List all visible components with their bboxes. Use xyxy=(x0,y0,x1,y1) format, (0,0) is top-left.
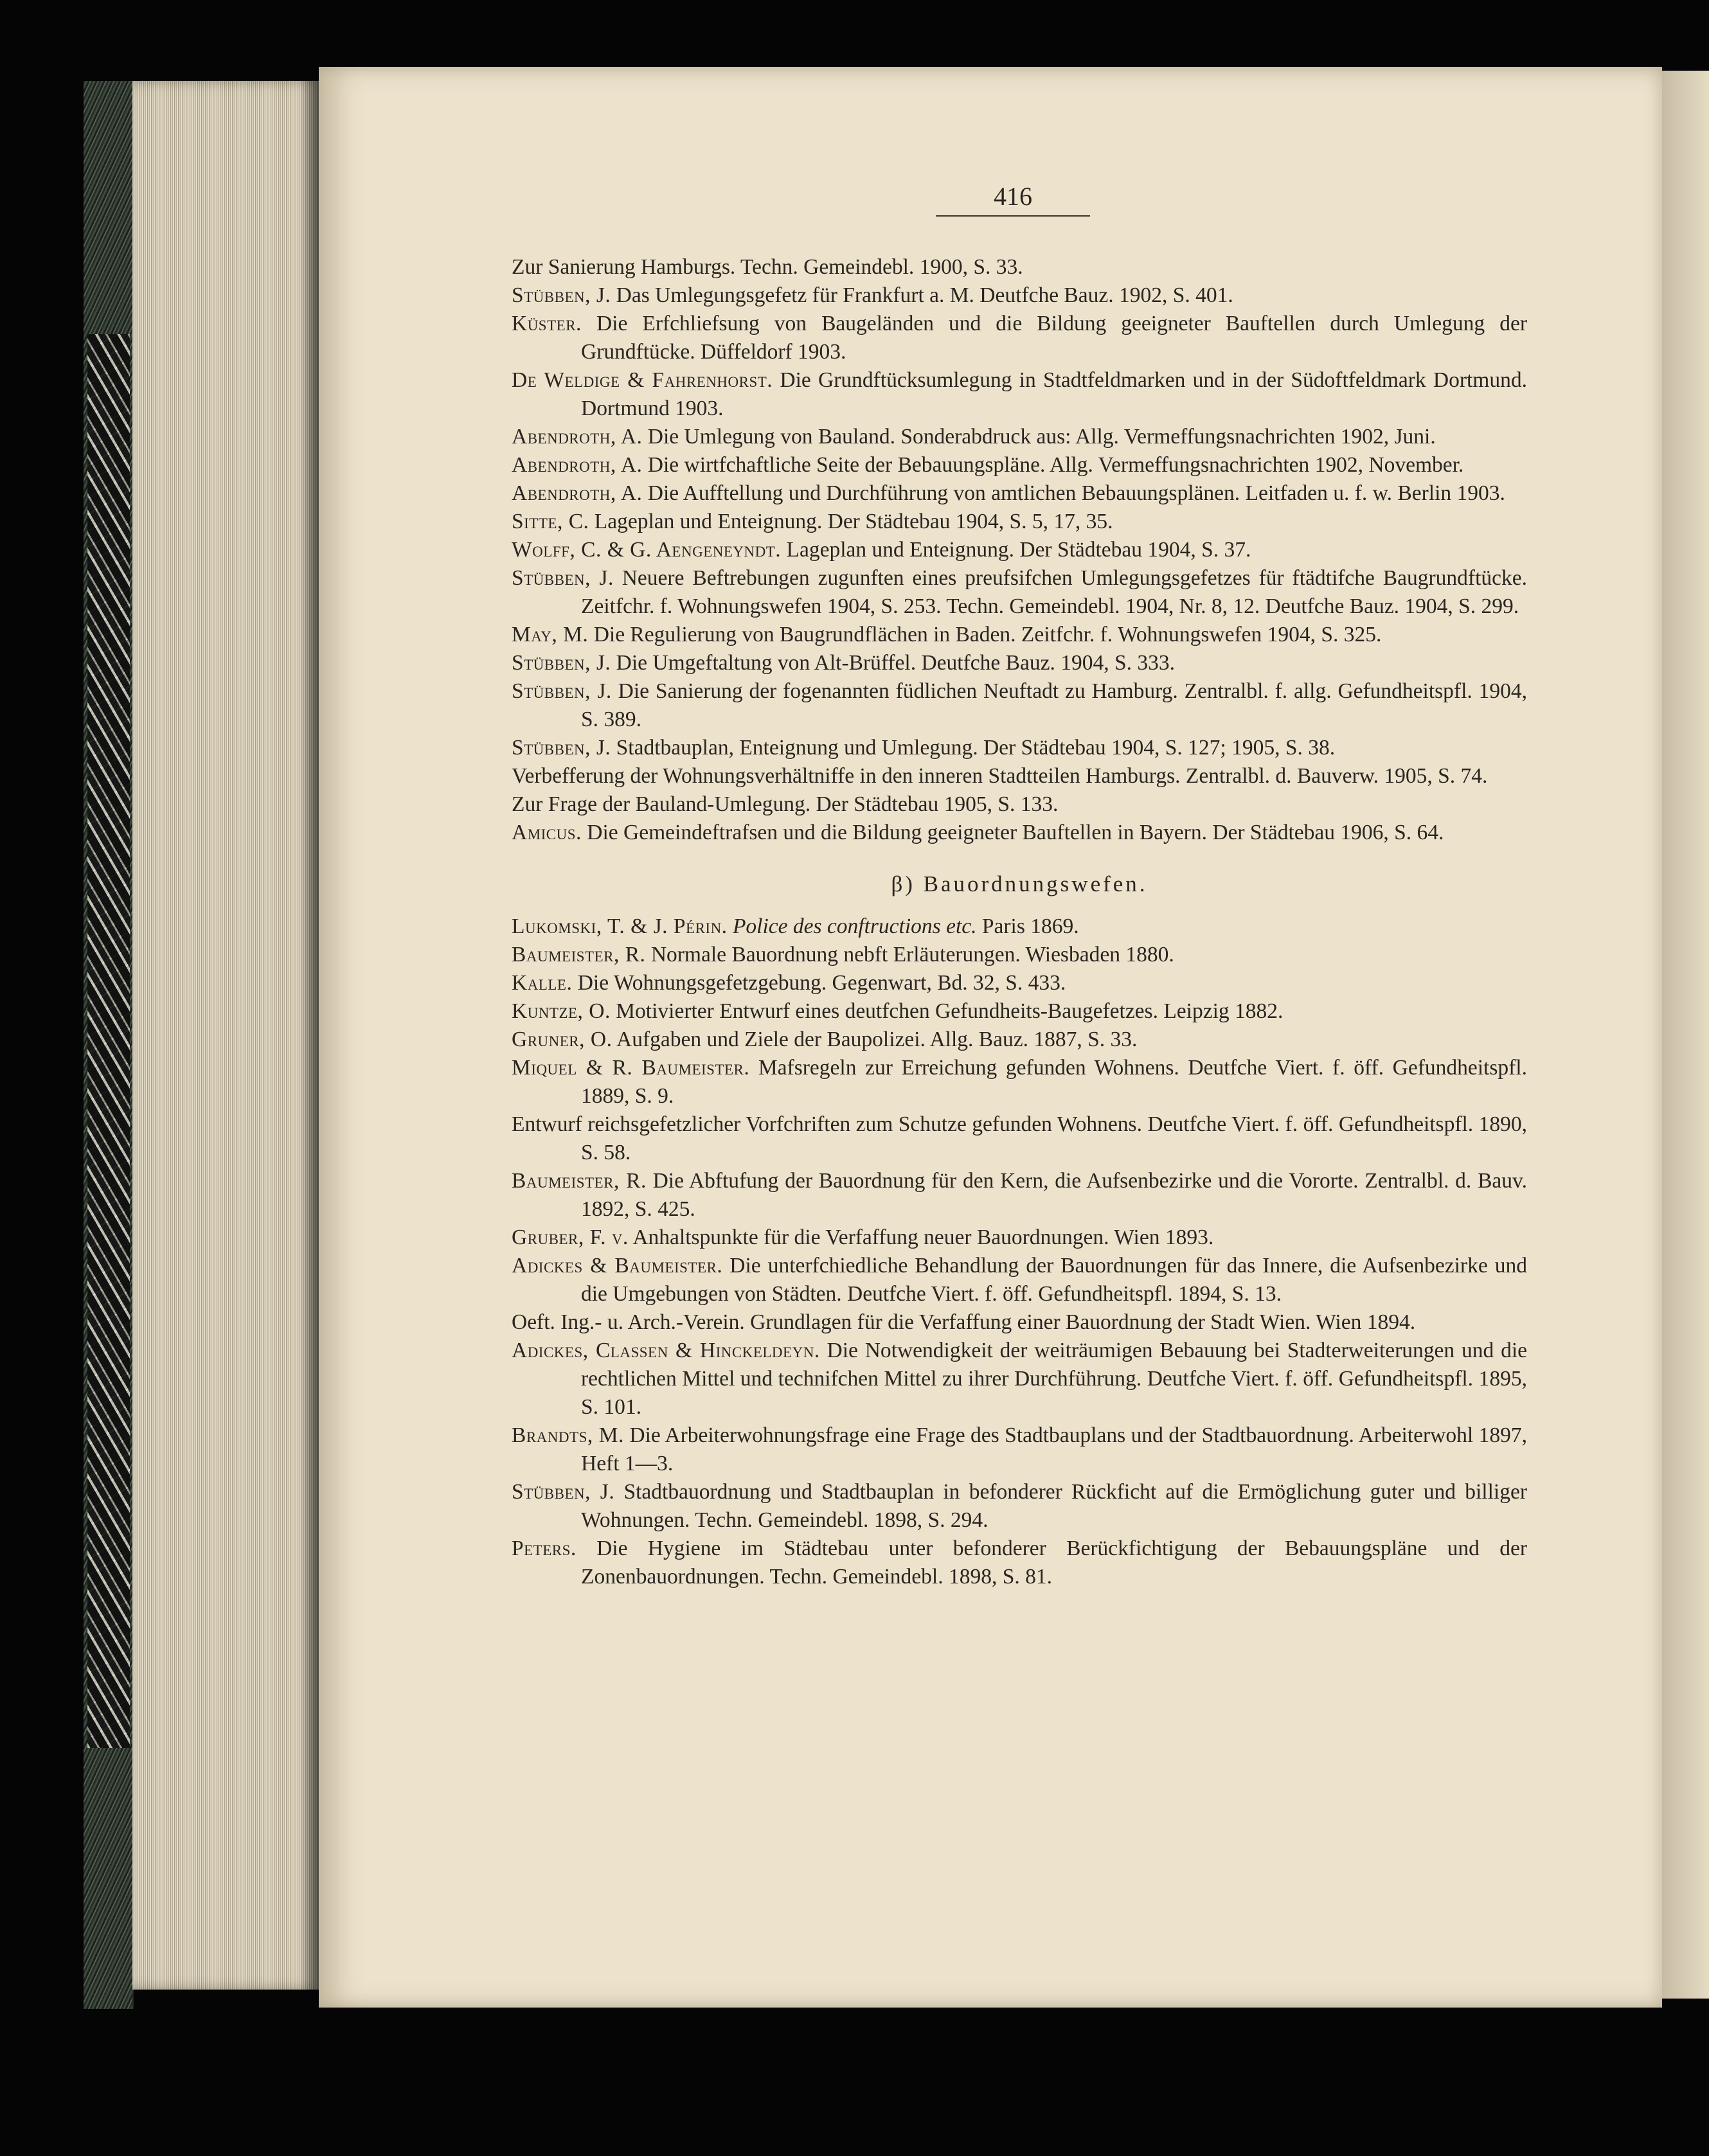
entry-text: Anhaltspunkte für die Verfaffung neuer Bauordnungen. Wien 1893. xyxy=(628,1225,1214,1249)
bibliography-entry xyxy=(512,1110,1527,1167)
bibliography-section-b xyxy=(512,913,1527,1591)
bibliography-entry xyxy=(512,1478,1527,1535)
entry-text-after: Paris 1869. xyxy=(976,914,1079,938)
page-block-edges xyxy=(132,81,319,1990)
bibliography xyxy=(512,253,1527,1591)
entry-text: Die Umlegung von Bauland. Sonderabdruck aus: Allg. Vermeffungsnachrichten 1902, Juni. xyxy=(642,425,1436,449)
entry-author: Abendroth, A. xyxy=(512,425,643,449)
bibliography-entry xyxy=(512,1026,1527,1054)
bibliography-entry xyxy=(512,941,1527,969)
entry-author: Baumeister, R. xyxy=(512,943,646,967)
entry-text: Normale Bauordnung nebft Erläuterungen. Wiesbaden 1880. xyxy=(645,943,1174,967)
page-number: 416 xyxy=(936,181,1090,217)
bibliography-entry xyxy=(512,819,1527,847)
bibliography-entry xyxy=(512,621,1527,649)
entry-author: Adickes, Classen & Hinckeldeyn. xyxy=(512,1339,820,1362)
entry-text: Motivierter Entwurf eines deutfchen Gefundheits-Baugefetzes. Leipzig 1882. xyxy=(610,999,1284,1023)
entry-author: Miquel & R. Baumeister. xyxy=(512,1056,750,1080)
bibliography-entry xyxy=(512,310,1527,366)
bibliography-entry xyxy=(512,913,1527,941)
entry-author: Abendroth, A. xyxy=(512,481,643,505)
entry-author: Lukomski, T. & J. Périn. xyxy=(512,914,728,938)
entry-author: Brandts, M. xyxy=(512,1423,624,1447)
entry-text: Die Aufftellung und Durchführung von amtlichen Bebauungsplänen. Leitfaden u. f. w. Berlin 1903. xyxy=(642,481,1505,505)
entry-author: Kalle. xyxy=(512,971,573,995)
marbled-cover-edge xyxy=(87,334,130,1748)
entry-author: Adickes & Baumeister. xyxy=(512,1254,723,1278)
entry-text: Mafsregeln zur Erreichung gefunden Wohnens. Deutfche Viert. f. öff. Gefundheitspfl. 1889, S. 9. xyxy=(581,1056,1527,1108)
entry-text: Oeft. Ing.- u. Arch.-Verein. Grundlagen für die Verfaffung einer Bauordnung der Stadt Wien. Wien 1894. xyxy=(512,1310,1416,1334)
entry-text: Die Sanierung der fogenannten füdlichen Neuftadt zu Hamburg. Zentralbl. f. allg. Gefundheitspfl. 1904, S. 389. xyxy=(581,679,1527,731)
entry-text: Die Notwendigkeit der weiträumigen Bebauung bei Stadterweiterungen und die rechtlichen Mittel und technifchen Mittel zu ihrer Durchführung. Deutfche Viert. f. öff. Gefundheitspfl. 1895, S. 101. xyxy=(581,1339,1528,1419)
entry-text: Lageplan und Enteignung. Der Städtebau 1904, S. 37. xyxy=(781,538,1251,562)
entry-author: Stübben, J. xyxy=(512,736,611,760)
bibliography-entry xyxy=(512,1167,1527,1224)
entry-author: Sitte, C. xyxy=(512,510,589,533)
entry-text: Die Gemeindeftrafsen und die Bildung geeigneter Bauftellen in Bayern. Der Städtebau 1906, S. 64. xyxy=(581,821,1444,844)
entry-text: Die Abftufung der Bauordnung für den Kern, die Aufsenbezirke und die Vororte. Zentralbl. d. Bauv. 1892, S. 425. xyxy=(581,1169,1527,1221)
entry-text: Stadtbauplan, Enteignung und Umlegung. Der Städtebau 1904, S. 127; 1905, S. 38. xyxy=(611,736,1336,760)
bibliography-entry xyxy=(512,1535,1527,1591)
bibliography-entry xyxy=(512,366,1527,423)
bibliography-entry xyxy=(512,969,1527,997)
bibliography-section-a xyxy=(512,253,1527,847)
entry-text: Verbefferung der Wohnungsverhältniffe in den inneren Stadtteilen Hamburgs. Zentralbl. d. Bauverw. 1905, S. 74. xyxy=(512,764,1488,788)
entry-text: Zur Frage der Bauland-Umlegung. Der Städtebau 1905, S. 133. xyxy=(512,792,1059,816)
entry-text: Neuere Beftrebungen zugunften eines preufsifchen Umlegungsgefetzes für ftädtifche Baugrundftücke. Zeitfchr. f. Wohnungswefen 1904, S. 253. Techn. Gemeindebl. 1904, Nr. 8, 12. Deutfche Bauz. 1904, S. 299. xyxy=(581,566,1527,618)
entry-title-italic: Police des conftructions etc. xyxy=(732,914,977,938)
bibliography-entry xyxy=(512,1054,1527,1110)
entry-author: Stübben, J. xyxy=(512,283,611,307)
bibliography-entry xyxy=(512,479,1527,508)
bibliography-entry xyxy=(512,1337,1527,1421)
entry-text: Die Umgeftaltung von Alt-Brüffel. Deutfche Bauz. 1904, S. 333. xyxy=(611,651,1175,675)
entry-author: Abendroth, A. xyxy=(512,453,643,477)
entry-author: Wolff, C. & G. Aengeneyndt. xyxy=(512,538,782,562)
entry-author: Baumeister, R. xyxy=(512,1169,647,1193)
entry-author: Stübben, J. xyxy=(512,679,612,703)
entry-text: Die Grundftücksumlegung in Stadtfeldmarken und in der Südoftfeldmark Dortmund. Dortmund 1903. xyxy=(581,368,1527,420)
entry-author: Kuntze, O. xyxy=(512,999,611,1023)
bibliography-entry xyxy=(512,677,1527,734)
entry-text: Aufgaben und Ziele der Baupolizei. Allg. Bauz. 1887, S. 33. xyxy=(612,1028,1138,1051)
bibliography-entry xyxy=(512,734,1527,762)
entry-text: Die Erfchliefsung von Baugeländen und die Bildung geeigneter Bauftellen durch Umlegung der Grundftücke. Düffeldorf 1903. xyxy=(581,312,1527,364)
bibliography-entry xyxy=(512,536,1527,564)
facing-page-edge xyxy=(1662,71,1709,1999)
bibliography-entry xyxy=(512,564,1527,621)
bibliography-entry xyxy=(512,451,1527,479)
section-heading: β) Bauordnungswefen. xyxy=(891,871,1148,896)
entry-author: Küster. xyxy=(512,312,582,335)
bibliography-entry xyxy=(512,997,1527,1026)
bibliography-entry xyxy=(512,253,1527,281)
bibliography-entry xyxy=(512,1224,1527,1252)
entry-author: Peters. xyxy=(512,1537,577,1560)
entry-text xyxy=(728,914,733,938)
entry-author: De Weldige & Fahrenhorst. xyxy=(512,368,773,392)
bibliography-entry xyxy=(512,762,1527,790)
bibliography-entry xyxy=(512,423,1527,451)
entry-text: Lageplan und Enteignung. Der Städtebau 1904, S. 5, 17, 35. xyxy=(589,510,1113,533)
bibliography-entry xyxy=(512,649,1527,677)
entry-text: Die Wohnungsgefetzgebung. Gegenwart, Bd. 32, S. 433. xyxy=(572,971,1066,995)
bibliography-entry xyxy=(512,1308,1527,1337)
entry-text: Zur Sanierung Hamburgs. Techn. Gemeindebl. 1900, S. 33. xyxy=(512,255,1023,279)
entry-text: Die Hygiene im Städtebau unter befonderer Berückfichtigung der Bebauungspläne und der Zonenbauordnungen. Techn. Gemeindebl. 1898, S. 81. xyxy=(576,1537,1527,1589)
entry-text: Die wirtfchaftliche Seite der Bebauungspläne. Allg. Vermeffungsnachrichten 1902, November. xyxy=(642,453,1464,477)
entry-author: Amicus. xyxy=(512,821,582,844)
entry-text: Die Arbeiterwohnungsfrage eine Frage des Stadtbauplans und der Stadtbauordnung. Arbeiterwohl 1897, Heft 1—3. xyxy=(581,1423,1527,1475)
entry-author: Gruber, F. v. xyxy=(512,1225,629,1249)
bibliography-entry xyxy=(512,508,1527,536)
entry-text: Die unterfchiedliche Behandlung der Bauordnungen für das Innere, die Aufsenbezirke und die Umgebungen von Städten. Deutfche Viert. f. öff. Gefundheitspfl. 1894, S. 13. xyxy=(581,1254,1528,1306)
bibliography-entry xyxy=(512,281,1527,310)
entry-author: Gruner, O. xyxy=(512,1028,613,1051)
entry-text: Die Regulierung von Baugrundflächen in Baden. Zeitfchr. f. Wohnungswefen 1904, S. 325. xyxy=(588,623,1382,646)
entry-author: Stübben, J. xyxy=(512,651,611,675)
bibliography-entry xyxy=(512,1252,1527,1308)
entry-author: May, M. xyxy=(512,623,589,646)
bibliography-entry xyxy=(512,790,1527,819)
entry-text: Stadtbauordnung und Stadtbauplan in befonderer Rückficht auf die Ermöglichung guter und billiger Wohnungen. Techn. Gemeindebl. 1898, S. 294. xyxy=(581,1480,1528,1532)
bibliography-entry xyxy=(512,1421,1527,1478)
entry-author: Stübben, J. xyxy=(512,1480,615,1504)
entry-text: Das Umlegungsgefetz für Frankfurt a. M. Deutfche Bauz. 1902, S. 401. xyxy=(611,283,1233,307)
entry-text: Entwurf reichsgefetzlicher Vorfchriften zum Schutze gefunden Wohnens. Deutfche Viert. f. öff. Gefundheitspfl. 1890, S. 58. xyxy=(512,1112,1527,1164)
entry-author: Stübben, J. xyxy=(512,566,614,590)
